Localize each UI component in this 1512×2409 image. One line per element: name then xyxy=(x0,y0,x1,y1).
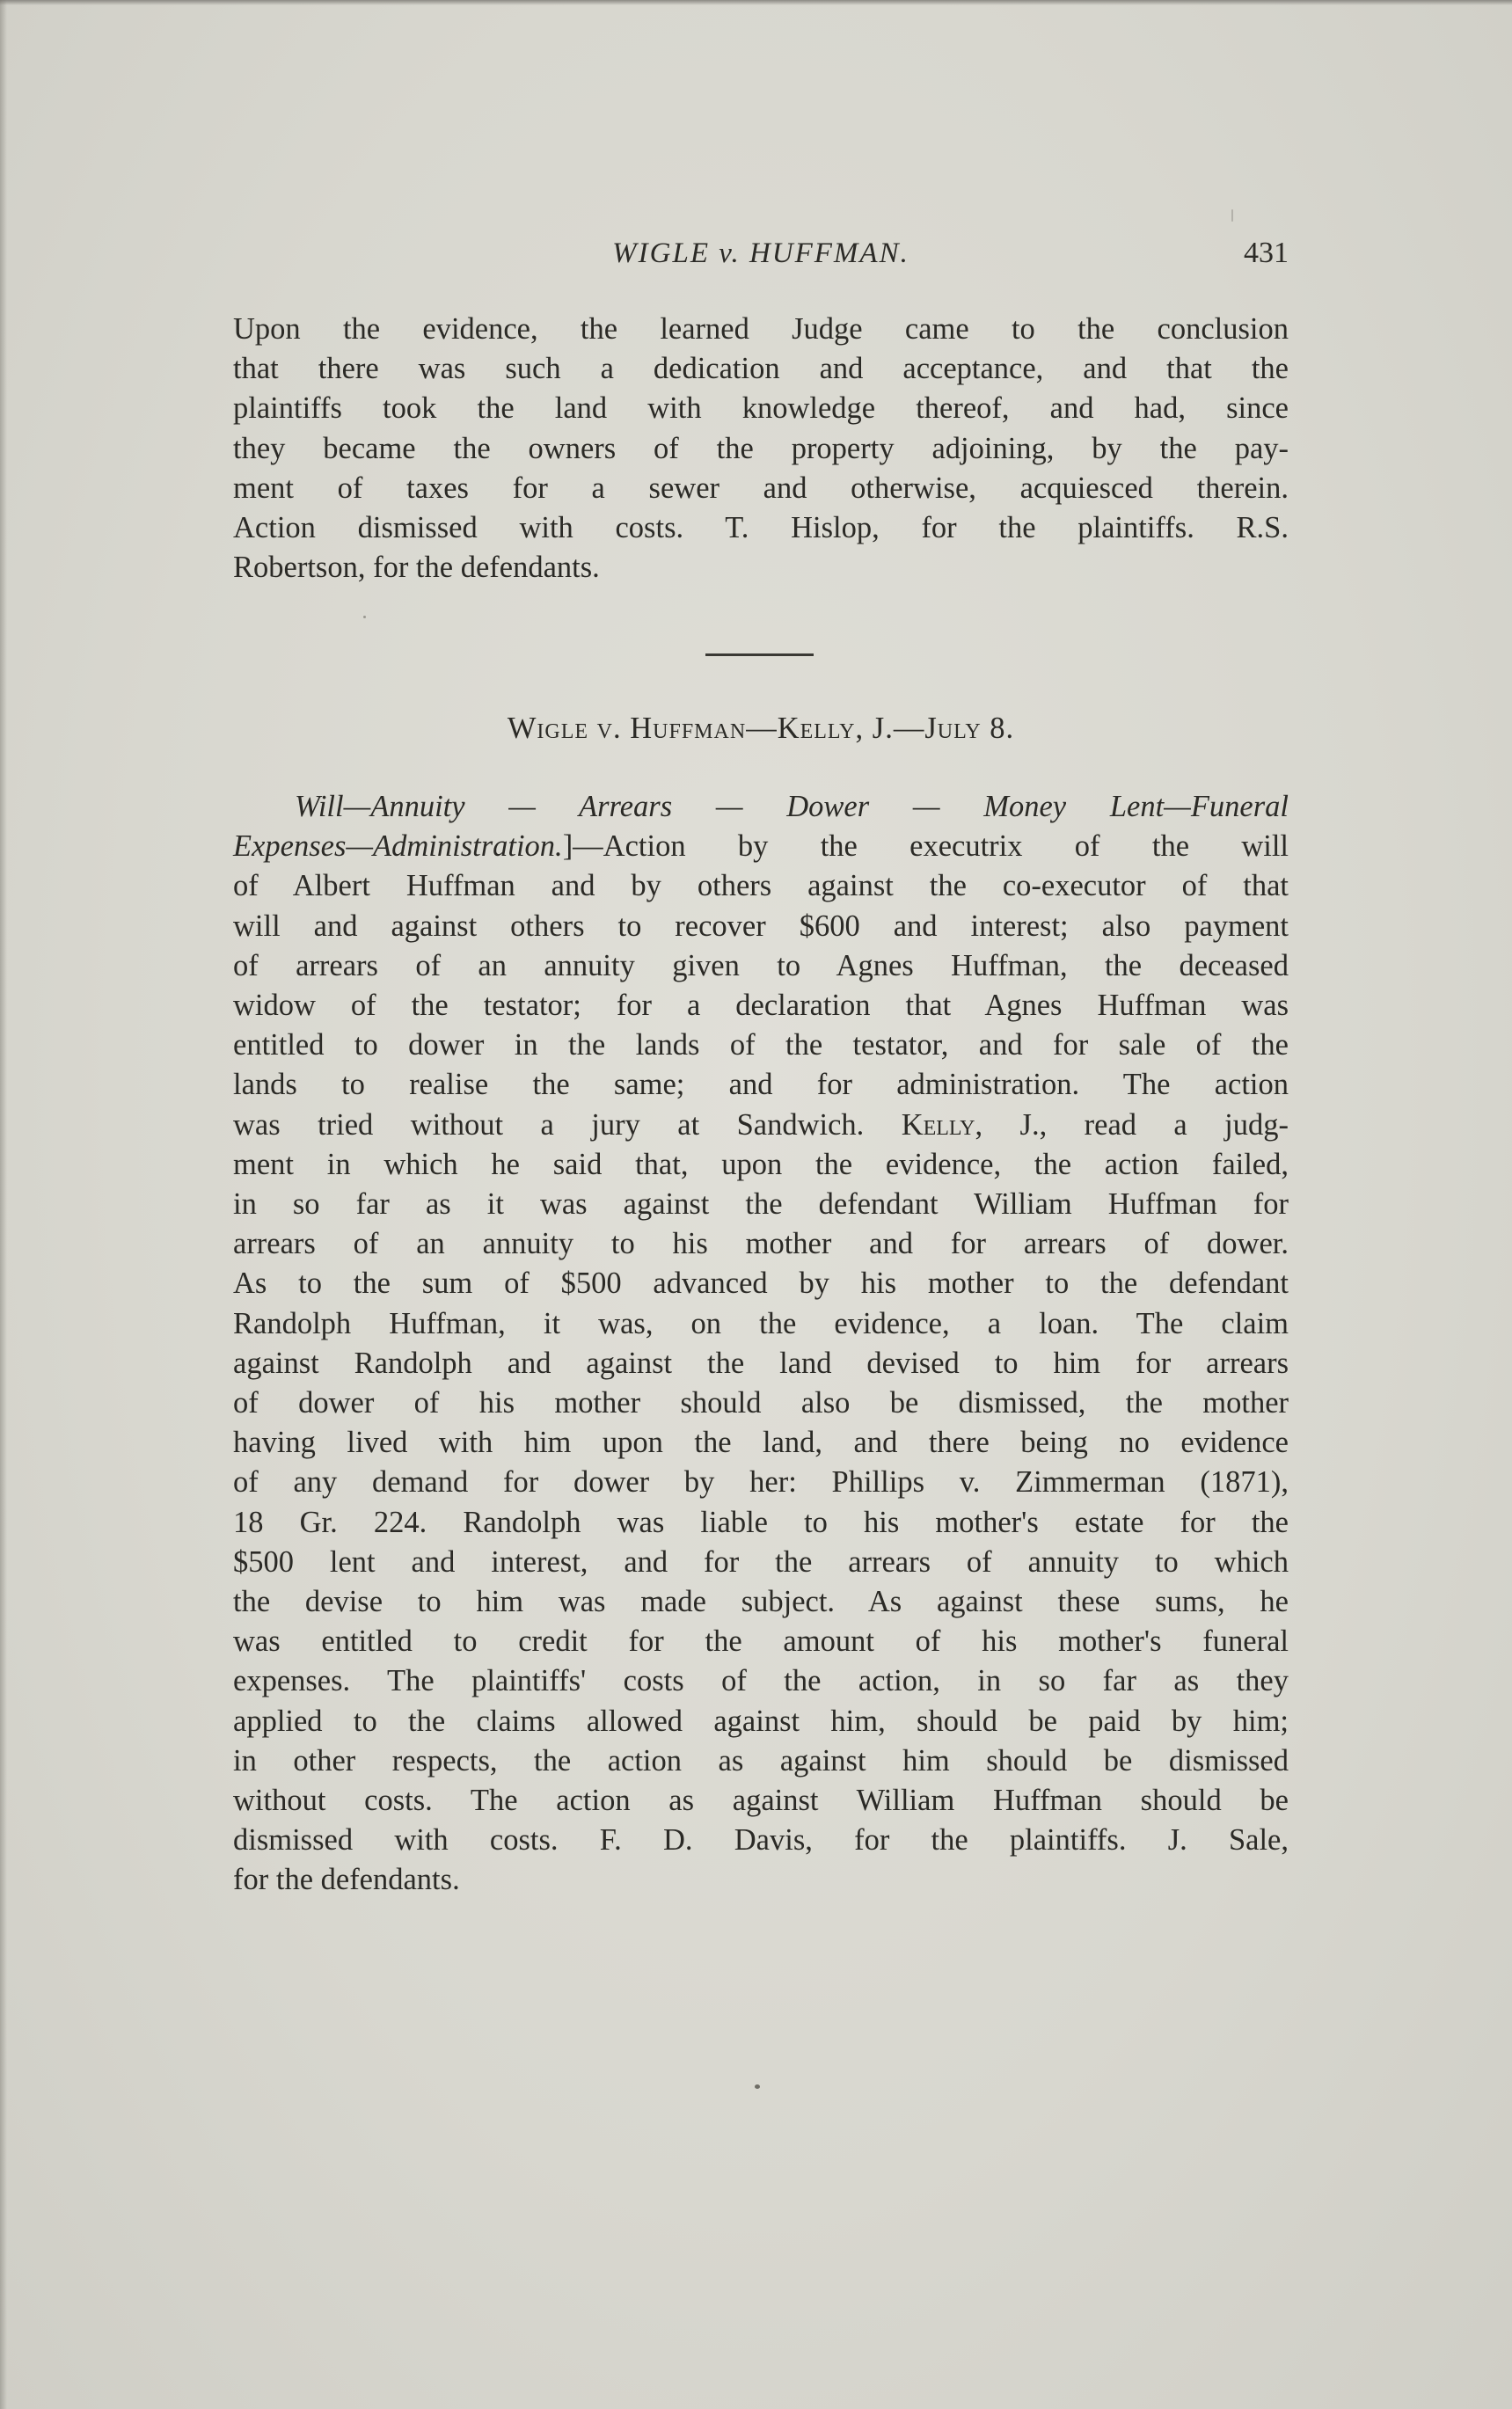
text-fragment: , J., read a judg- xyxy=(975,1107,1289,1142)
text-line: was entitled to credit for the amount of his mother's funeral xyxy=(233,1624,1289,1659)
text-line: in other respects, the action as against him should be dismissed xyxy=(233,1743,1289,1778)
running-head xyxy=(233,233,1289,274)
text-line: Upon the evidence, the learned Judge came to the conclusion xyxy=(233,312,1289,346)
paper-speck xyxy=(1231,209,1233,222)
headnote-italic: Expenses—Administration. xyxy=(233,829,563,864)
page-gutter-shadow xyxy=(0,0,7,2409)
judge-name: Kelly xyxy=(901,1107,975,1142)
text-line: of dower of his mother should also be dismissed, the mother xyxy=(233,1386,1289,1420)
page-number: 431 xyxy=(1244,237,1289,269)
section-divider xyxy=(705,653,814,656)
text-line: $500 lent and interest, and for the arrears of annuity to which xyxy=(233,1544,1289,1579)
text-line: plaintiffs took the land with knowledge thereof, and had, since xyxy=(233,391,1289,426)
headnote-rest: ]—Action by the executrix of the will xyxy=(562,829,1289,864)
text-line: expenses. The plaintiffs' costs of the action, in so far as they xyxy=(233,1664,1289,1698)
case-heading: Wigle v. Huffman—Kelly, J.—July 8. xyxy=(507,712,1015,745)
text-line: entitled to dower in the lands of the testator, and for sale of the xyxy=(233,1028,1289,1062)
headnote-line xyxy=(233,827,1289,866)
text-line: ment of taxes for a sewer and otherwise, acquiesced therein. xyxy=(233,471,1289,505)
text-line: against Randolph and against the land devised to him for arrears xyxy=(233,1346,1289,1380)
page-top-edge-shadow xyxy=(0,0,1512,5)
text-line: widow of the testator; for a declaration that Agnes Huffman was xyxy=(233,989,1289,1023)
text-line: applied to the claims allowed against him, should be paid by him; xyxy=(233,1704,1289,1738)
text-line: of arrears of an annuity given to Agnes Huffman, the deceased xyxy=(233,948,1289,982)
text-line: lands to realise the same; and for administration. The action xyxy=(233,1068,1289,1102)
text-line: they became the owners of the property adjoining, by the pay- xyxy=(233,431,1289,465)
paragraph-continued xyxy=(233,310,1289,588)
text-line: arrears of an annuity to his mother and for arrears of dower. xyxy=(233,1227,1289,1261)
text-line: Robertson, for the defendants. xyxy=(233,551,600,585)
paper-speck xyxy=(363,616,366,618)
text-line: dismissed with costs. F. D. Davis, for the plaintiffs. J. Sale, xyxy=(233,1823,1289,1858)
text-line: the devise to him was made subject. As against these sums, he xyxy=(233,1585,1289,1619)
text-line-judge xyxy=(233,1106,1289,1145)
text-line: for the defendants. xyxy=(233,1863,460,1897)
text-line: in so far as it was against the defendant William Huffman for xyxy=(233,1187,1289,1222)
text-line: that there was such a dedication and acceptance, and that the xyxy=(233,352,1289,386)
text-line: As to the sum of $500 advanced by his mother to the defendant xyxy=(233,1267,1289,1301)
text-line: Action dismissed with costs. T. Hislop, for the plaintiffs. R.S. xyxy=(233,511,1289,545)
text-line: 18 Gr. 224. Randolph was liable to his mother's estate for the xyxy=(233,1505,1289,1539)
text-line: having lived with him upon the land, and there being no evidence xyxy=(233,1426,1289,1460)
text-line: of Albert Huffman and by others against the co-executor of that xyxy=(233,869,1289,903)
running-title: WIGLE v. HUFFMAN. xyxy=(612,237,909,269)
headnote-line: Will—Annuity — Arrears — Dower — Money Lent—Funeral xyxy=(295,790,1289,823)
case-summary-paragraph xyxy=(233,787,1289,1901)
text-fragment: was tried without a jury at Sandwich. xyxy=(233,1107,865,1142)
paper-speck xyxy=(755,2084,760,2089)
text-line: ment in which he said that, upon the evidence, the action failed, xyxy=(233,1147,1289,1181)
text-line: without costs. The action as against William Huffman should be xyxy=(233,1784,1289,1818)
text-line: will and against others to recover $600 and interest; also payment xyxy=(233,909,1289,943)
text-line: of any demand for dower by her: Phillips v. Zimmerman (1871), xyxy=(233,1465,1289,1500)
text-line: Randolph Huffman, it was, on the evidence, a loan. The claim xyxy=(233,1306,1289,1340)
